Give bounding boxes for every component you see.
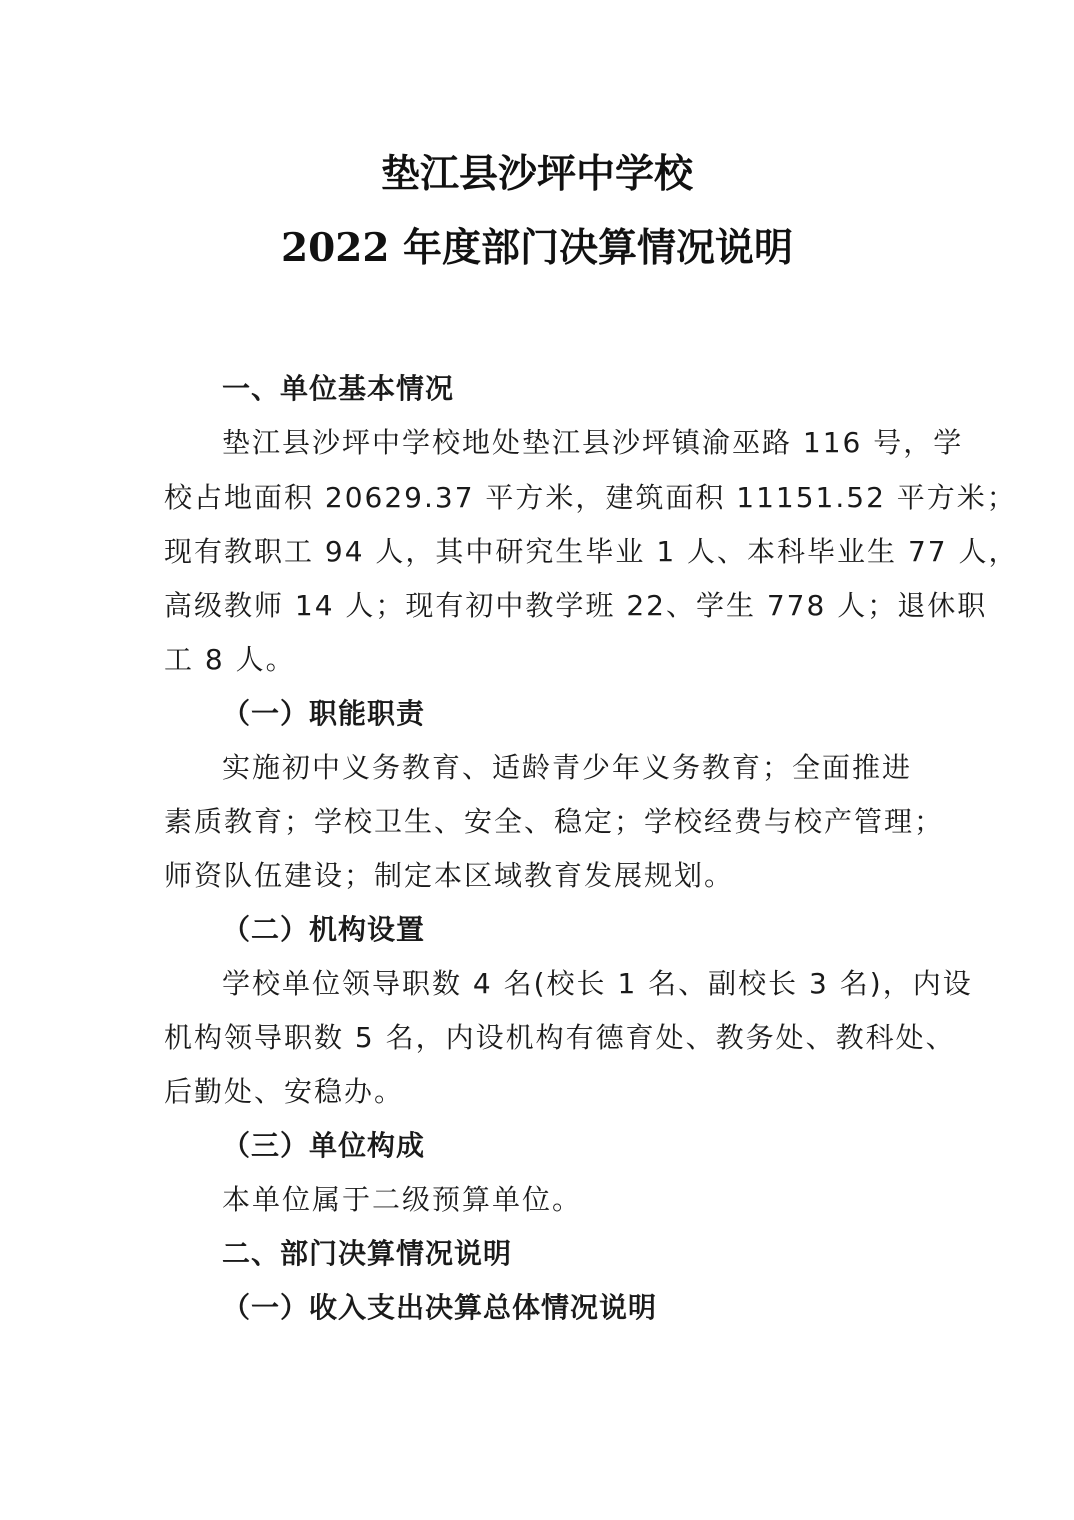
paragraph-line: 师资队伍建设；制定本区域教育发展规划。: [164, 859, 735, 892]
subsection-heading-composition: （三）单位构成: [222, 1129, 426, 1162]
paragraph-line: 校占地面积 20629.37 平方米，建筑面积 11151.52 平方米；: [164, 481, 1017, 514]
paragraph-line: 学校单位领导职数 4 名(校长 1 名、副校长 3 名)，内设: [222, 967, 973, 1000]
paragraph-line: 后勤处、安稳办。: [164, 1075, 405, 1108]
section-heading-final-accounts: 二、部门决算情况说明: [222, 1237, 513, 1270]
document-title-school: 垫江县沙坪中学校: [380, 151, 693, 197]
paragraph-line: 实施初中义务教育、适龄青少年义务教育；全面推进: [222, 751, 913, 784]
paragraph-line: 垫江县沙坪中学校地处垫江县沙坪镇渝巫路 116 号，学: [222, 426, 964, 459]
section-heading-basic-info: 一、单位基本情况: [222, 372, 455, 405]
subsection-heading-organization: （二）机构设置: [222, 913, 426, 946]
document-title-report: 2022 年度部门决算情况说明: [280, 225, 794, 271]
paragraph-line: 机构领导职数 5 名，内设机构有德育处、教务处、教科处、: [164, 1021, 956, 1054]
paragraph-line: 素质教育；学校卫生、安全、稳定；学校经费与校产管理；: [164, 805, 945, 838]
subsection-heading-income-expenditure: （一）收入支出决算总体情况说明: [222, 1291, 658, 1324]
subsection-heading-functions: （一）职能职责: [222, 697, 426, 730]
paragraph-line: 现有教职工 94 人，其中研究生毕业 1 人、本科毕业生 77 人，: [164, 535, 1019, 568]
paragraph-line: 本单位属于二级预算单位。: [222, 1183, 583, 1216]
paragraph-line: 高级教师 14 人；现有初中教学班 22、学生 778 人；退休职: [164, 589, 988, 622]
paragraph-line: 工 8 人。: [164, 643, 296, 676]
